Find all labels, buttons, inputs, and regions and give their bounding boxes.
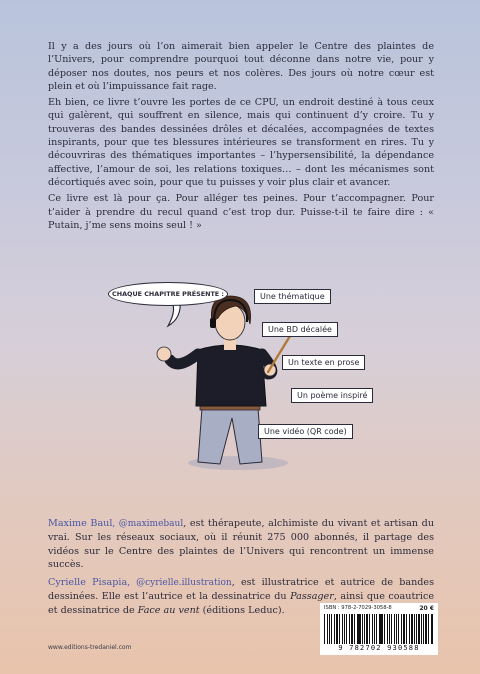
author-text-2c: (éditions Leduc). bbox=[199, 604, 285, 616]
blurb-paragraph-2: Eh bien, ce livre t’ouvre les portes de ce CPU, un endroit destiné à tous ceux qui galèrent, qui souffrent en silence, mais qui continuent d’y croire. Tu y trouveras des bandes dessinées drôles et décalées, accompagnées de textes inspirants, pour que tes blessures intérieures se transforment en rires. Tu y découvriras des thématiques importantes – l’hypersensibilité, la dépendance affective, l’amour de soi, les relations toxiques… – dont les mécanismes sont décortiqués avec soin, pour que tu puisses y voir plus clair et avancer. bbox=[48, 97, 434, 188]
barcode-bar bbox=[416, 614, 417, 644]
barcode-bar bbox=[366, 614, 368, 644]
author-bio-1 bbox=[48, 517, 434, 571]
barcode-bar bbox=[331, 614, 332, 644]
barcode-bar bbox=[425, 614, 427, 644]
publisher-website: www.editions-tredaniel.com bbox=[48, 644, 132, 651]
barcode-bar bbox=[411, 614, 413, 644]
barcode-bar bbox=[351, 614, 353, 644]
character-illustration bbox=[90, 278, 410, 483]
book-title-passager: Passager bbox=[290, 591, 334, 603]
jeans bbox=[198, 408, 262, 464]
barcode-bar bbox=[364, 614, 365, 644]
tag-video: Une vidéo (QR code) bbox=[258, 424, 353, 439]
barcode-bar bbox=[414, 614, 415, 644]
barcode-bar bbox=[358, 614, 360, 644]
barcode-bar bbox=[329, 614, 331, 644]
barcode-bar bbox=[384, 614, 386, 644]
left-hand bbox=[157, 347, 171, 361]
barcode-bar bbox=[403, 614, 405, 644]
author-handle-1: , @maximebaul bbox=[112, 519, 184, 529]
barcode-bar bbox=[387, 614, 388, 644]
barcode-bar bbox=[349, 614, 351, 644]
barcode-bar bbox=[389, 614, 390, 644]
left-arm bbox=[170, 354, 198, 364]
barcode-bar bbox=[327, 614, 328, 644]
barcode-bar bbox=[376, 614, 377, 644]
author-text-2a: , est illustratrice et autrice de bandes dessinées. Elle est l’autrice et la dessinatrice du bbox=[48, 577, 434, 603]
barcode-bar bbox=[324, 614, 325, 644]
barcode-bar bbox=[362, 614, 363, 644]
headset-ear bbox=[210, 318, 216, 328]
speech-bubble: CHAQUE CHAPITRE PRÉSENTE : bbox=[108, 282, 228, 306]
barcode-bar bbox=[379, 614, 380, 644]
author-name-2: Cyrielle Pisapia bbox=[48, 577, 128, 589]
author-text-1: , est thérapeute, alchimiste du vivant et artisan du vrai. Sur les réseaux sociaux, où il réunit 275 000 abonnés, il partage des vidéos sur le Centre des plaintes de l’Univers qui rencontrent un immense succès. bbox=[48, 518, 434, 570]
barcode-bar bbox=[369, 614, 370, 644]
isbn-label: ISBN : 978-2-7029-3058-8 bbox=[324, 605, 392, 611]
barcode-bar bbox=[409, 614, 410, 644]
blurb-paragraph-1: Il y a des jours où l’on aimerait bien appeler le Centre des plaintes de l’Univers, pour comprendre pourquoi tout déconne dans notre vie, pour y déposer nos doutes, nos peurs et nos colères. Des jours où notre cœur est plein et où l’impuissance fait rage. bbox=[48, 41, 434, 92]
book-title-face-au-vent: Face au vent bbox=[137, 604, 200, 616]
barcode-digits: 9 782702 930588 bbox=[338, 644, 420, 652]
author-handle-2: , @cyrielle.illustration bbox=[127, 578, 232, 589]
barcode-bar bbox=[357, 614, 358, 644]
black-shirt bbox=[196, 345, 266, 406]
tag-bd: Une BD décalée bbox=[262, 322, 338, 337]
barcode-bar bbox=[354, 614, 355, 644]
barcode-bar bbox=[418, 614, 420, 644]
price-label: 20 € bbox=[419, 605, 434, 612]
barcode-bar bbox=[401, 614, 402, 644]
barcode-bar bbox=[374, 614, 375, 644]
barcode-bar bbox=[336, 614, 338, 644]
tag-texte-prose: Un texte en prose bbox=[282, 355, 365, 370]
barcode-bars bbox=[324, 614, 434, 644]
blurb-paragraph-3: Ce livre est là pour ça. Pour alléger tes peines. Pour t’accompagner. Pour t’aider à prendre du recul quand c’est trop dur. Puisse-t-il te faire dire : « Putain, j’me sens moins seul ! » bbox=[48, 193, 434, 231]
barcode-bar bbox=[421, 614, 422, 644]
barcode-bar bbox=[372, 614, 374, 644]
barcode-bar bbox=[394, 614, 395, 644]
barcode-bar bbox=[339, 614, 340, 644]
barcode-bar bbox=[380, 614, 382, 644]
barcode-bar bbox=[423, 614, 424, 644]
barcode-box bbox=[320, 603, 438, 655]
author-text-2b: , ainsi que coautrice et dessinatrice de bbox=[48, 591, 435, 616]
back-cover-blurb bbox=[48, 40, 434, 235]
barcode-bar bbox=[344, 614, 345, 644]
barcode-bar bbox=[428, 614, 429, 644]
barcode-bar bbox=[391, 614, 393, 644]
isbn-row bbox=[324, 605, 434, 612]
barcode-bar bbox=[406, 614, 407, 644]
barcode-bar bbox=[398, 614, 400, 644]
author-name-1: Maxime Baul bbox=[48, 518, 113, 529]
tag-thematique: Une thématique bbox=[254, 289, 331, 304]
barcode-bar bbox=[346, 614, 347, 644]
barcode-bar bbox=[396, 614, 397, 644]
barcode-bar bbox=[342, 614, 344, 644]
barcode-bar bbox=[431, 614, 433, 644]
barcode-bar bbox=[334, 614, 335, 644]
tag-poeme: Un poème inspiré bbox=[291, 388, 373, 403]
